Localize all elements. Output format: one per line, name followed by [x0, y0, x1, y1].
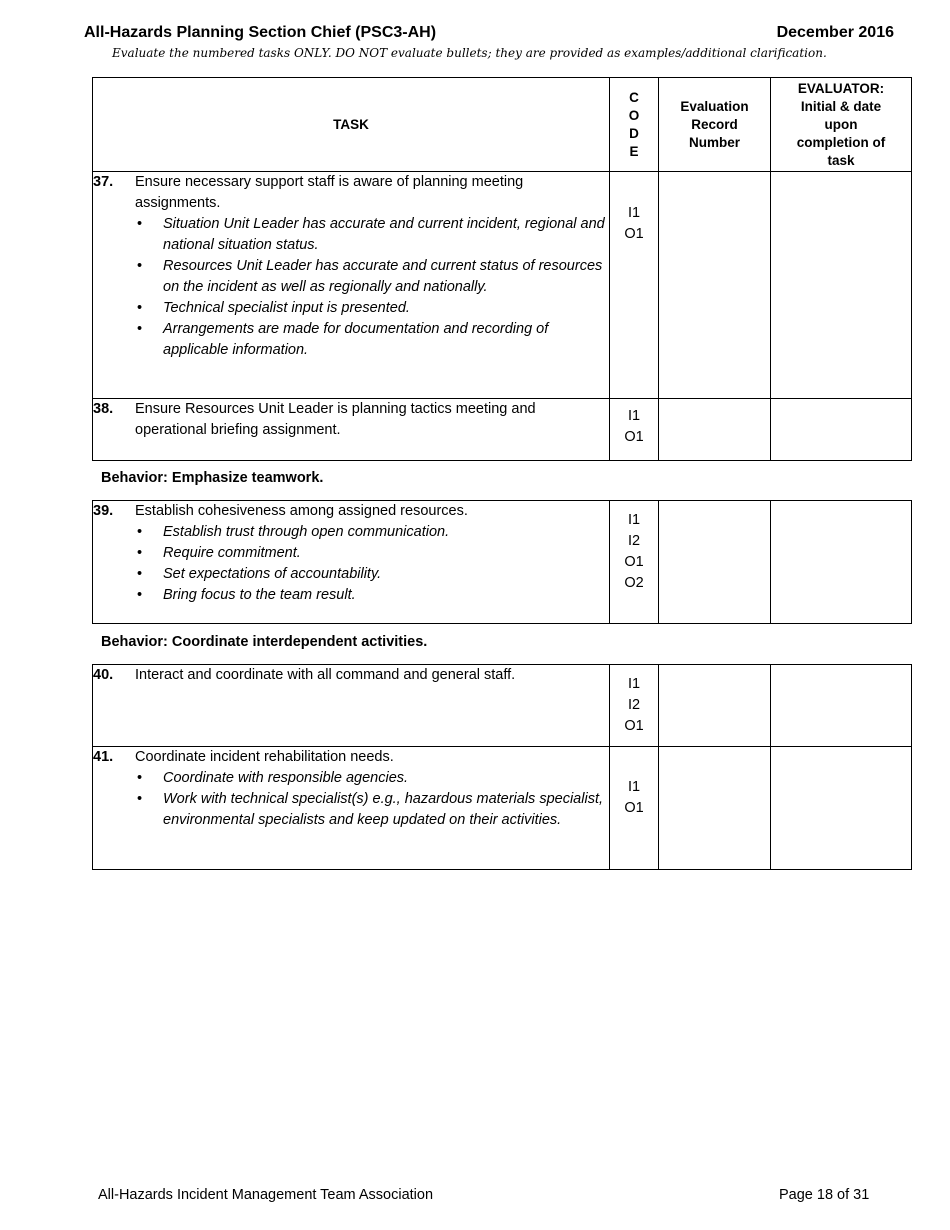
bullet-item: • Bring focus to the team result. — [135, 585, 609, 606]
record-number-cell[interactable] — [659, 501, 771, 624]
bullet-item: • Work with technical specialist(s) e.g., hazardous materials specialist, environmental specialists and keep updated on their activities. — [135, 789, 609, 831]
evaluator-cell[interactable] — [771, 665, 912, 747]
task-number: 37. — [93, 174, 114, 190]
task-table-3 — [92, 664, 912, 870]
task-table-2 — [92, 500, 912, 624]
task-text: Interact and coordinate with all command and general staff. — [135, 667, 516, 683]
code-value: O1 — [624, 226, 644, 242]
record-number-cell[interactable] — [659, 399, 771, 461]
bullet-item: • Situation Unit Leader has accurate and current incident, regional and national situation status. — [135, 214, 609, 256]
task-column-header: TASK — [93, 78, 610, 172]
task-table-1 — [92, 77, 912, 461]
task-bullets — [93, 522, 609, 606]
task-text: Establish cohesiveness among assigned resources. — [135, 503, 468, 519]
code-value: I2 — [627, 697, 641, 713]
task-cell — [93, 501, 610, 624]
record-number-cell[interactable] — [659, 747, 771, 870]
behavior-heading: Behavior: Coordinate interdependent activities. — [101, 634, 428, 650]
task-text: Coordinate incident rehabilitation needs. — [135, 749, 394, 765]
code-value: O2 — [624, 575, 644, 591]
behavior-heading: Behavior: Emphasize teamwork. — [101, 470, 324, 486]
footer-organization: All-Hazards Incident Management Team Association — [98, 1187, 434, 1203]
code-cell — [610, 665, 659, 747]
bullet-item: • Arrangements are made for documentation and recording of applicable information. — [135, 319, 609, 361]
task-row — [93, 747, 912, 870]
table-header-row — [93, 78, 912, 172]
task-cell — [93, 747, 610, 870]
task-row — [93, 172, 912, 399]
task-row — [93, 665, 912, 747]
code-column-header: C O D E — [610, 78, 659, 172]
code-cell — [610, 747, 659, 870]
evaluator-column-header: EVALUATOR: Initial & date upon completion of task — [771, 78, 912, 172]
task-text: Ensure necessary support staff is aware of planning meeting assignments. — [135, 174, 524, 211]
task-text: Ensure Resources Unit Leader is planning tactics meeting and operational briefing assignment. — [135, 401, 536, 438]
evaluator-cell[interactable] — [771, 399, 912, 461]
evaluator-cell[interactable] — [771, 747, 912, 870]
task-row — [93, 399, 912, 461]
code-value: I2 — [627, 533, 641, 549]
bullet-item: • Technical specialist input is presented. — [135, 298, 609, 319]
code-cell — [610, 501, 659, 624]
bullet-item: • Require commitment. — [135, 543, 609, 564]
code-value: O1 — [624, 429, 644, 445]
code-value: O1 — [624, 718, 644, 734]
task-number: 40. — [93, 667, 114, 683]
code-value: I1 — [627, 676, 641, 692]
evaluator-cell[interactable] — [771, 172, 912, 399]
task-cell — [93, 665, 610, 747]
code-value: O1 — [624, 800, 644, 816]
evaluator-cell[interactable] — [771, 501, 912, 624]
record-column-header: Evaluation Record Number — [659, 78, 771, 172]
task-cell — [93, 399, 610, 461]
bullet-item: • Resources Unit Leader has accurate and current status of resources on the incident as well as regionally and nationally. — [135, 256, 609, 298]
bullet-item: • Establish trust through open communication. — [135, 522, 609, 543]
record-number-cell[interactable] — [659, 665, 771, 747]
code-value: I1 — [627, 408, 641, 424]
code-value: O1 — [624, 554, 644, 570]
document-title: All-Hazards Planning Section Chief (PSC3-AH) — [84, 24, 437, 41]
task-bullets — [93, 768, 609, 831]
bullet-item: • Set expectations of accountability. — [135, 564, 609, 585]
task-cell — [93, 172, 610, 399]
task-number: 39. — [93, 503, 114, 519]
task-number: 38. — [93, 401, 114, 417]
bullet-item: • Coordinate with responsible agencies. — [135, 768, 609, 789]
page-number: Page 18 of 31 — [779, 1187, 870, 1203]
code-value: I1 — [627, 512, 641, 528]
task-bullets — [93, 214, 609, 361]
task-number: 41. — [93, 749, 114, 765]
evaluation-instructions: Evaluate the numbered tasks ONLY. DO NOT evaluate bullets; they are provided as examples/additional clarification. — [112, 46, 827, 60]
code-value: I1 — [627, 779, 641, 795]
task-row — [93, 501, 912, 624]
code-cell — [610, 399, 659, 461]
code-cell — [610, 172, 659, 399]
record-number-cell[interactable] — [659, 172, 771, 399]
code-value: I1 — [627, 205, 641, 221]
document-date: December 2016 — [776, 24, 894, 41]
